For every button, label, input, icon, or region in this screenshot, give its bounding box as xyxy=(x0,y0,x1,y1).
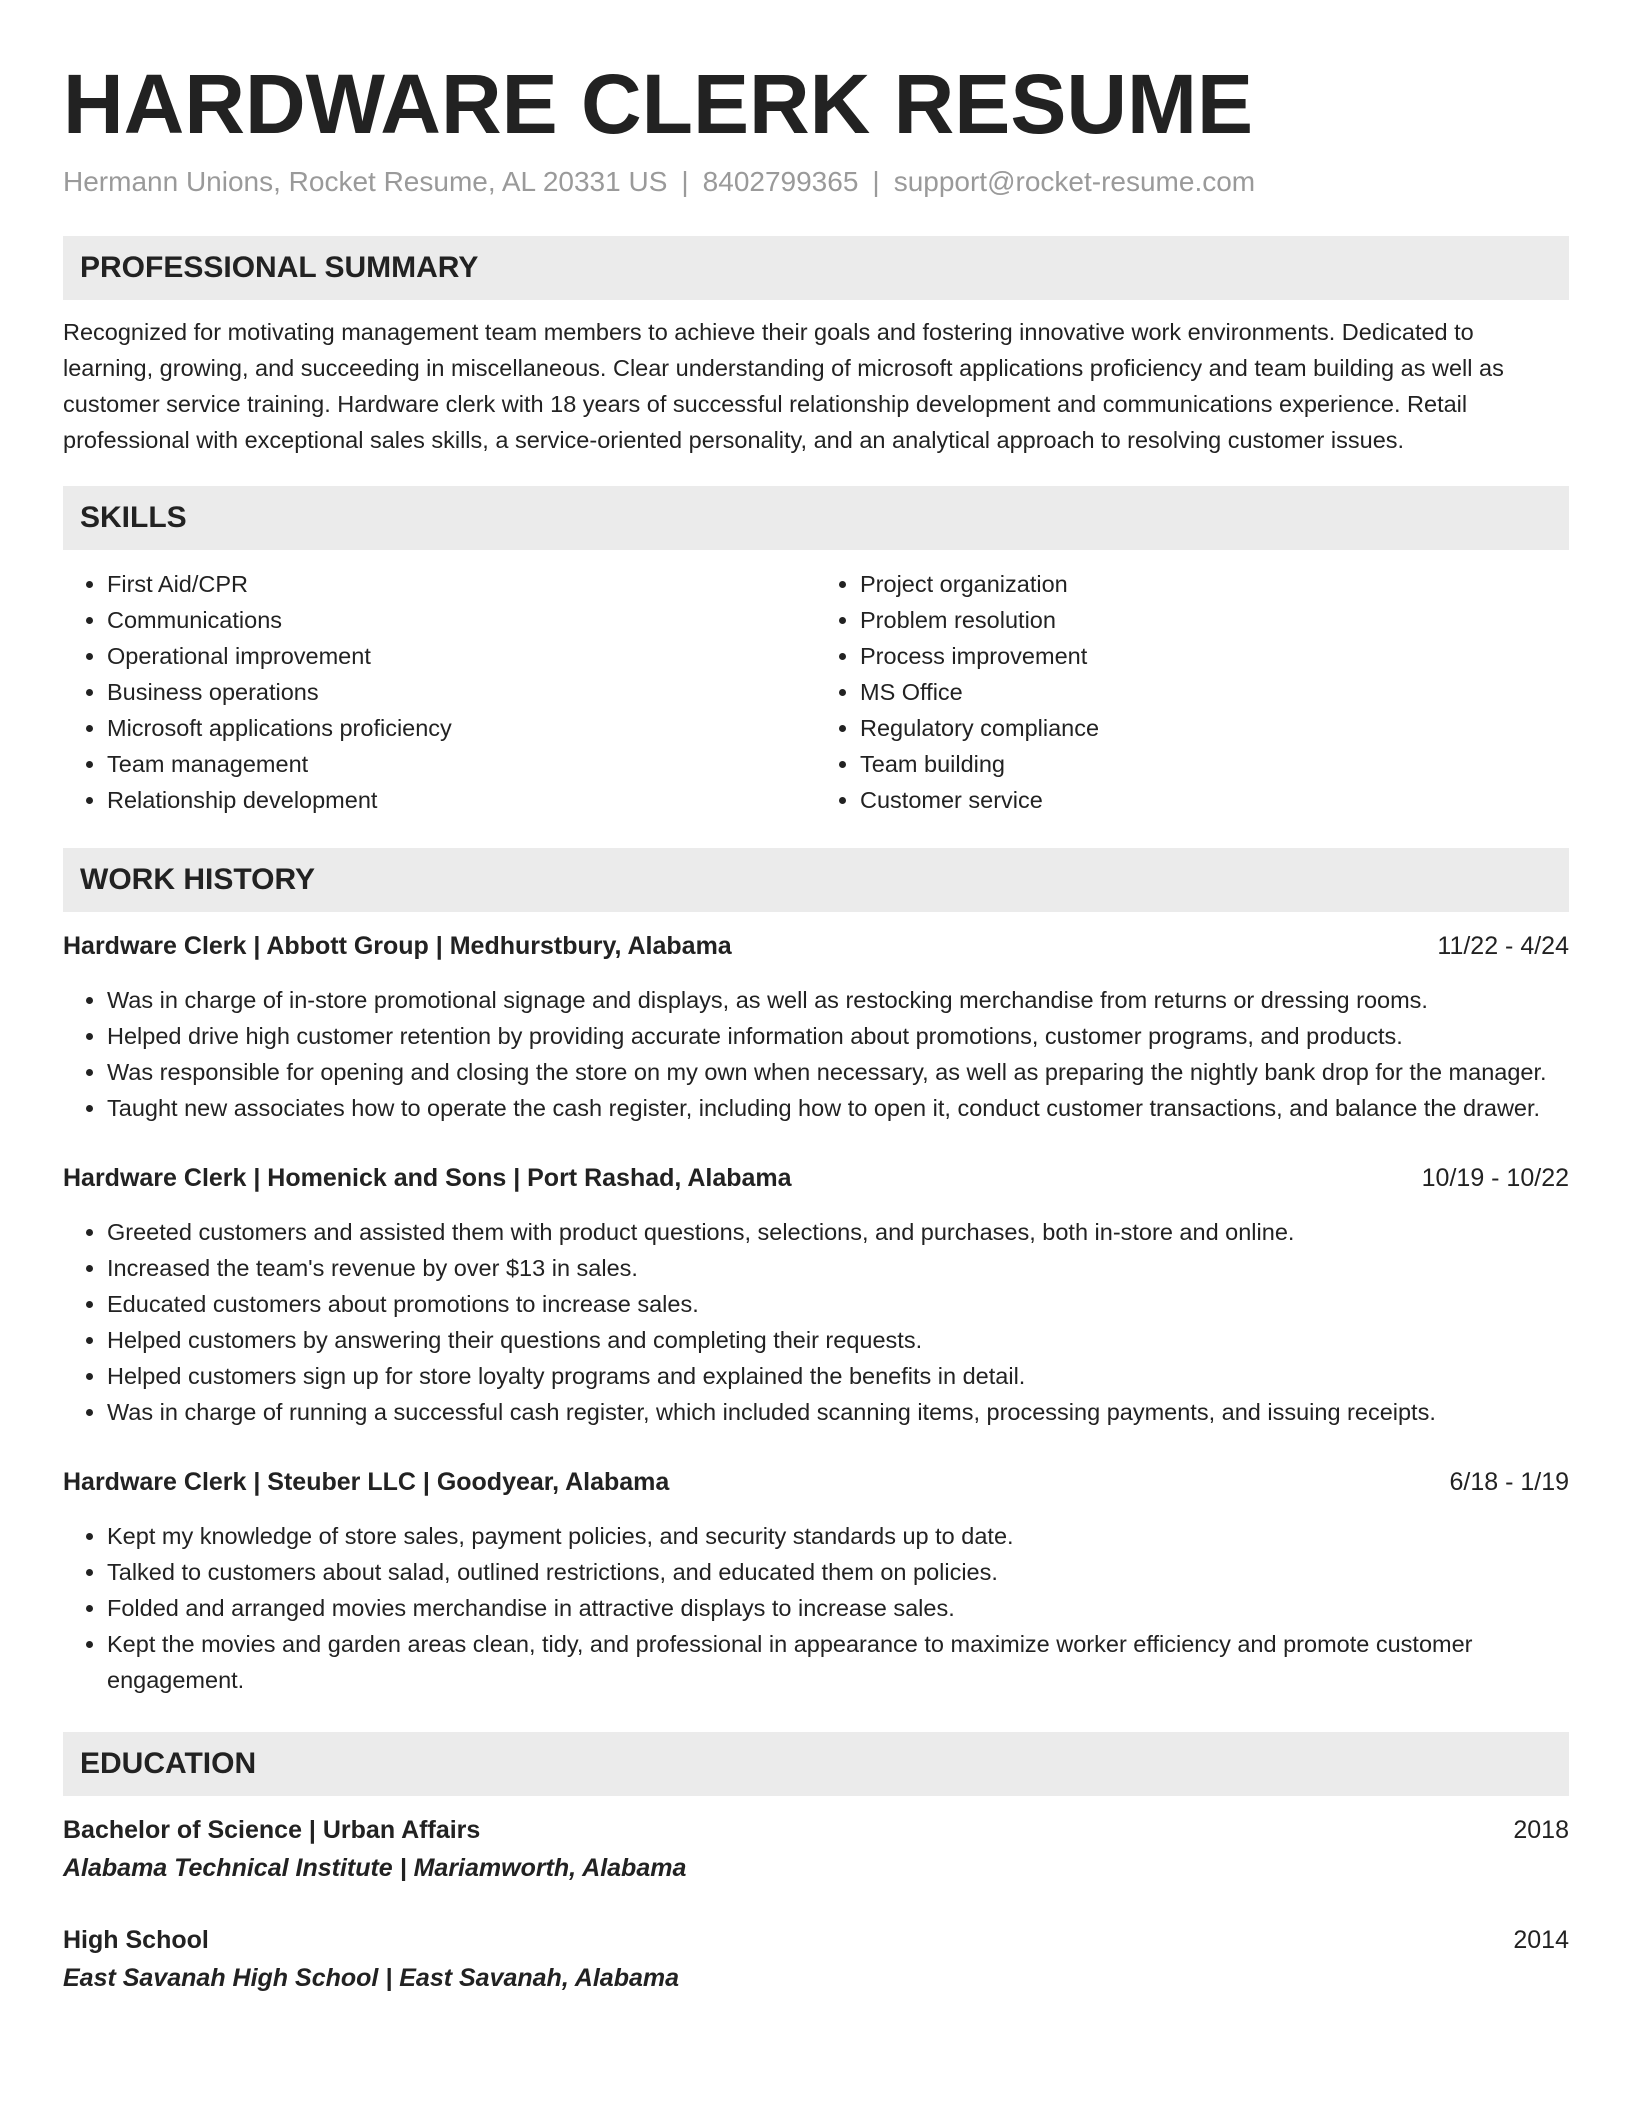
contact-line xyxy=(63,164,1569,200)
job-bullet: • Was in charge of running a successful cash register, which included scanning items, processing payments, and issuing receipts. xyxy=(107,1394,1569,1430)
resume-title: HARDWARE CLERK RESUME xyxy=(63,57,1254,151)
skill-item: • First Aid/CPR xyxy=(107,566,816,602)
job-bullet: • Greeted customers and assisted them with product questions, selections, and purchases, both in-store and online. xyxy=(107,1214,1569,1250)
skill-item: • Team management xyxy=(107,746,816,782)
skill-item: • Team building xyxy=(860,746,1569,782)
education-degree: High School xyxy=(63,1926,209,1954)
skill-item: • Regulatory compliance xyxy=(860,710,1569,746)
contact-separator: | xyxy=(681,166,689,197)
skill-item: • Problem resolution xyxy=(860,602,1569,638)
skill-item: • Communications xyxy=(107,602,816,638)
job-bullet: • Was responsible for opening and closing the store on my own when necessary, as well as preparing the nightly bank drop for the manager. xyxy=(107,1054,1569,1090)
job-entry xyxy=(63,928,1569,1126)
summary-heading: PROFESSIONAL SUMMARY xyxy=(63,236,1569,300)
job-title: Hardware Clerk | Homenick and Sons | Port Rashad, Alabama xyxy=(63,1164,792,1192)
job-bullet: • Kept the movies and garden areas clean, tidy, and professional in appearance to maximize worker efficiency and promote customer engagement. xyxy=(107,1626,1569,1698)
skill-item: • Microsoft applications proficiency xyxy=(107,710,816,746)
skill-item: • Process improvement xyxy=(860,638,1569,674)
job-header xyxy=(63,1464,1569,1500)
skill-item: • Project organization xyxy=(860,566,1569,602)
skill-item: • Customer service xyxy=(860,782,1569,818)
education-heading: EDUCATION xyxy=(63,1732,1569,1796)
job-dates: 6/18 - 1/19 xyxy=(1449,1468,1569,1496)
summary-text: Recognized for motivating management team members to achieve their goals and fostering innovative work environments. Dedicated to learning, growing, and succeeding in miscellaneous. Clear understanding of microsoft applications proficiency and team building as well as customer service training. Hardware clerk with 18 years of successful relationship development and communications experience. Retail professional with exceptional sales skills, a service-oriented personality, and an analytical approach to resolving customer issues. xyxy=(63,319,1504,453)
job-bullet: • Helped customers by answering their questions and completing their requests. xyxy=(107,1322,1569,1358)
job-bullets xyxy=(63,1214,1569,1430)
job-bullet: • Taught new associates how to operate the cash register, including how to open it, conduct customer transactions, and balance the drawer. xyxy=(107,1090,1569,1126)
skills-heading: SKILLS xyxy=(63,486,1569,550)
job-entry xyxy=(63,1160,1569,1430)
job-header xyxy=(63,1160,1569,1196)
skills-column-right xyxy=(816,566,1569,818)
education-entry xyxy=(63,1812,1569,1888)
job-bullets xyxy=(63,1518,1569,1698)
job-dates: 11/22 - 4/24 xyxy=(1437,932,1569,960)
contact-separator: | xyxy=(872,166,880,197)
job-header xyxy=(63,928,1569,964)
education-year: 2014 xyxy=(1513,1926,1569,1954)
job-bullet: • Increased the team's revenue by over $13 in sales. xyxy=(107,1250,1569,1286)
job-bullet: • Folded and arranged movies merchandise in attractive displays to increase sales. xyxy=(107,1590,1569,1626)
job-entry xyxy=(63,1464,1569,1698)
skills-column-left xyxy=(63,566,816,818)
skills-list xyxy=(63,566,1569,818)
education-entry xyxy=(63,1922,1569,1998)
contact-phone: 8402799365 xyxy=(702,166,859,197)
job-bullet: • Kept my knowledge of store sales, payment policies, and security standards up to date. xyxy=(107,1518,1569,1554)
skill-item: • Relationship development xyxy=(107,782,816,818)
job-dates: 10/19 - 10/22 xyxy=(1421,1164,1569,1192)
skill-item: • MS Office xyxy=(860,674,1569,710)
skill-item: • Operational improvement xyxy=(107,638,816,674)
job-bullets xyxy=(63,982,1569,1126)
job-bullet: • Was in charge of in-store promotional signage and displays, as well as restocking merchandise from returns or dressing rooms. xyxy=(107,982,1569,1018)
education-header xyxy=(63,1922,1569,1958)
education-year: 2018 xyxy=(1513,1816,1569,1844)
job-bullet: • Talked to customers about salad, outlined restrictions, and educated them on policies. xyxy=(107,1554,1569,1590)
education-degree: Bachelor of Science | Urban Affairs xyxy=(63,1816,481,1844)
job-bullet: • Educated customers about promotions to increase sales. xyxy=(107,1286,1569,1322)
education-school: East Savanah High School | East Savanah, Alabama xyxy=(63,1964,680,1992)
education-header xyxy=(63,1812,1569,1848)
contact-email: support@rocket-resume.com xyxy=(893,166,1256,197)
skill-item: • Business operations xyxy=(107,674,816,710)
job-bullet: • Helped drive high customer retention by providing accurate information about promotions, customer programs, and products. xyxy=(107,1018,1569,1054)
contact-address: Hermann Unions, Rocket Resume, AL 20331 US xyxy=(63,166,668,197)
job-title: Hardware Clerk | Steuber LLC | Goodyear, Alabama xyxy=(63,1468,670,1496)
job-title: Hardware Clerk | Abbott Group | Medhurstbury, Alabama xyxy=(63,932,732,960)
job-bullet: • Helped customers sign up for store loyalty programs and explained the benefits in detail. xyxy=(107,1358,1569,1394)
work-history-heading: WORK HISTORY xyxy=(63,848,1569,912)
education-school: Alabama Technical Institute | Mariamworth, Alabama xyxy=(63,1854,687,1882)
